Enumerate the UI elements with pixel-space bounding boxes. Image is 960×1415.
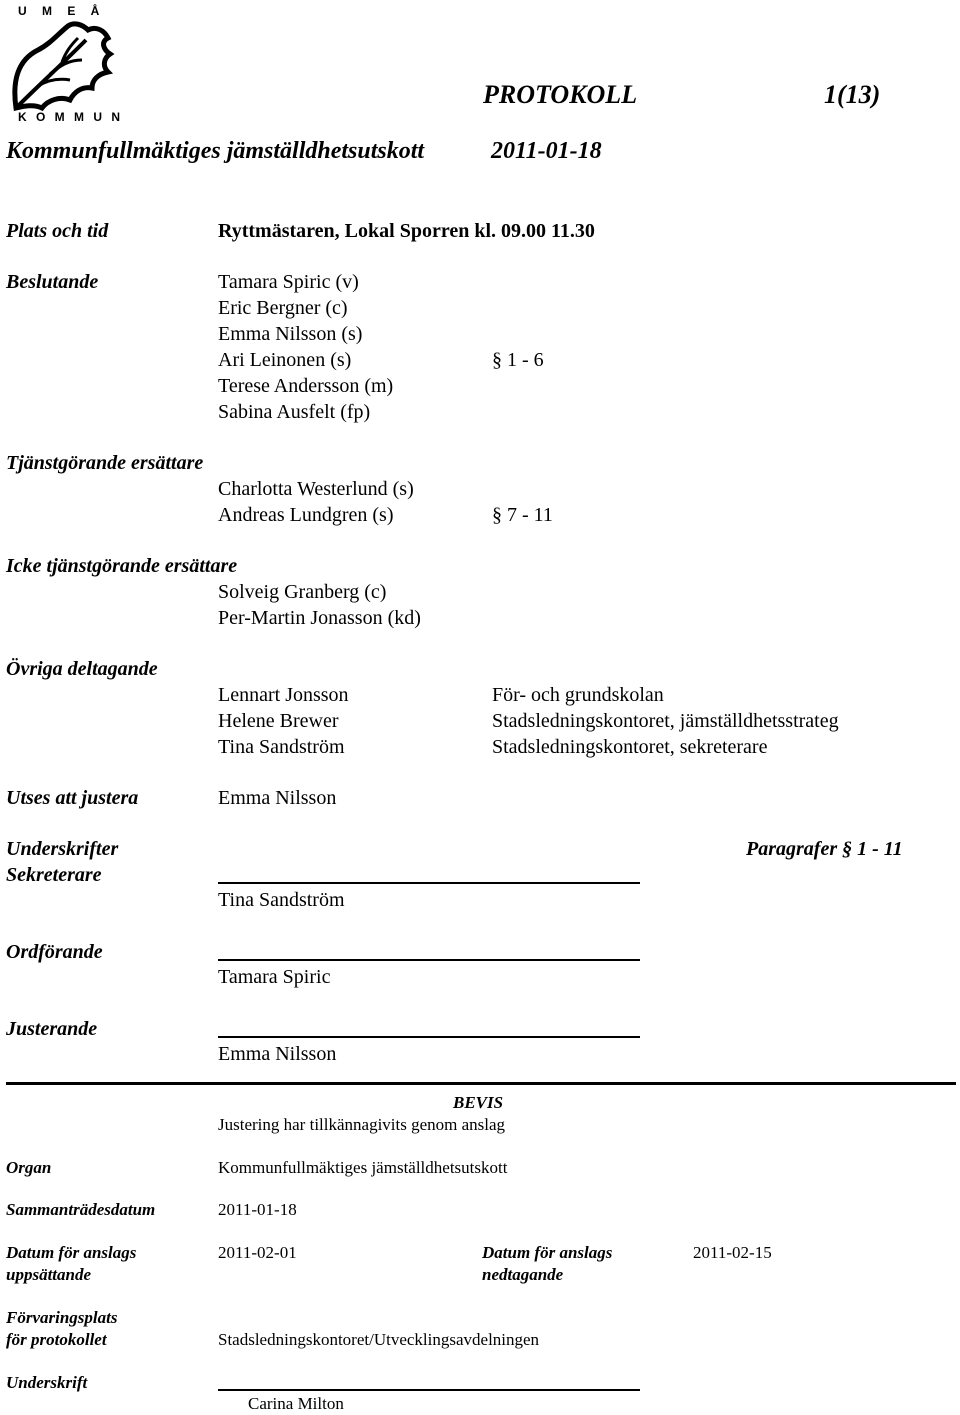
protocol-label: PROTOKOLL xyxy=(483,80,638,109)
section-divider xyxy=(6,1082,956,1085)
logo-top-text: U M E Å xyxy=(18,4,106,18)
member-name: Emma Nilsson (s) xyxy=(218,323,363,345)
participant-role: För- och grundskolan xyxy=(492,684,664,706)
meeting-date-value: 2011-01-18 xyxy=(218,1200,297,1219)
posting-label-line-2: uppsättande xyxy=(6,1265,92,1284)
paragraphs-label: Paragrafer xyxy=(746,838,838,860)
serving-substitutes-members xyxy=(218,476,414,528)
posting-date-value: 2011-02-01 xyxy=(218,1243,297,1262)
other-participants-roles xyxy=(492,682,839,760)
member-name: Tamara Spiric (v) xyxy=(218,271,359,293)
chair-signature-line xyxy=(218,959,640,961)
organ-value: Kommunfullmäktiges jämställdhetsutskott xyxy=(218,1158,508,1177)
storage-label xyxy=(6,1307,117,1351)
secretary-signature-line xyxy=(218,882,640,884)
proof-title: BEVIS xyxy=(453,1093,504,1112)
chair-name: Tamara Spiric xyxy=(218,966,331,988)
member-name: Sabina Ausfelt (fp) xyxy=(218,401,371,423)
signature-label: Underskrift xyxy=(6,1373,88,1392)
participant-role: Stadsledningskontoret, jämställdhetsstrateg xyxy=(492,710,839,732)
secretary-name: Tina Sandström xyxy=(218,889,345,911)
page-indicator: 1(13) xyxy=(824,80,881,109)
participant-role: Stadsledningskontoret, sekreterare xyxy=(492,736,768,758)
member-name: Eric Bergner (c) xyxy=(218,297,348,319)
signature-name: Carina Milton xyxy=(248,1394,344,1413)
removal-label-line-2: nedtagande xyxy=(482,1265,564,1284)
non-serving-substitutes-label: Icke tjänstgörande ersättare xyxy=(6,555,238,577)
umea-kommun-logo xyxy=(8,4,123,124)
meeting-date-label: Sammanträdesdatum xyxy=(6,1200,156,1219)
posting-date-label xyxy=(6,1242,136,1286)
storage-value: Stadsledningskontoret/Utvecklingsavdelningen xyxy=(218,1330,540,1349)
serving-substitutes-label: Tjänstgörande ersättare xyxy=(6,452,204,474)
adjuster-sign-label: Justerande xyxy=(6,1018,98,1040)
member-name: Charlotta Westerlund (s) xyxy=(218,478,414,500)
adjuster-value: Emma Nilsson xyxy=(218,787,337,809)
member-name: Solveig Granberg (c) xyxy=(218,581,387,603)
adjuster-signature-line xyxy=(218,1036,640,1038)
deciding-members xyxy=(218,269,393,425)
signatures-paragraphs xyxy=(746,836,903,862)
secretary-label: Sekreterare xyxy=(6,864,102,886)
participant-name: Tina Sandström xyxy=(218,736,345,758)
participant-name: Lennart Jonsson xyxy=(218,684,349,706)
member-name: Per-Martin Jonasson (kd) xyxy=(218,607,421,629)
member-name: Terese Andersson (m) xyxy=(218,375,394,397)
meeting-date: 2011-01-18 xyxy=(491,138,602,164)
final-signature-line xyxy=(218,1389,640,1391)
removal-label-line-1: Datum för anslags xyxy=(482,1243,613,1262)
logo-bottom-text: K O M M U N xyxy=(18,110,123,124)
deciding-label: Beslutande xyxy=(6,271,99,293)
participant-name: Helene Brewer xyxy=(218,710,339,732)
chair-label: Ordförande xyxy=(6,941,103,963)
committee-title: Kommunfullmäktiges jämställdhetsutskott xyxy=(6,138,425,164)
member-name: Andreas Lundgren (s) xyxy=(218,504,394,526)
place-time-label: Plats och tid xyxy=(6,220,109,242)
paragraphs-value: § 1 - 11 xyxy=(842,838,903,860)
proof-subtitle: Justering har tillkännagivits genom anslag xyxy=(218,1115,506,1134)
removal-date-value: 2011-02-15 xyxy=(693,1243,772,1262)
deciding-paragraphs: § 1 - 6 xyxy=(492,349,544,371)
other-participants-names xyxy=(218,682,349,760)
place-time-value: Ryttmästaren, Lokal Sporren kl. 09.00 11.30 xyxy=(218,220,595,242)
adjuster-sign-name: Emma Nilsson xyxy=(218,1043,337,1065)
member-name: Ari Leinonen (s) xyxy=(218,349,352,371)
other-participants-label: Övriga deltagande xyxy=(6,658,158,680)
adjuster-label: Utses att justera xyxy=(6,787,139,809)
serving-substitutes-paragraphs: § 7 - 11 xyxy=(492,504,553,526)
storage-label-line-2: för protokollet xyxy=(6,1330,107,1349)
signatures-label: Underskrifter xyxy=(6,838,119,860)
posting-label-line-1: Datum för anslags xyxy=(6,1243,137,1262)
non-serving-substitutes-members xyxy=(218,579,421,631)
removal-date-label xyxy=(482,1242,612,1286)
storage-label-line-1: Förvaringsplats xyxy=(6,1308,118,1327)
leaf-icon xyxy=(8,20,118,115)
organ-label: Organ xyxy=(6,1158,52,1177)
